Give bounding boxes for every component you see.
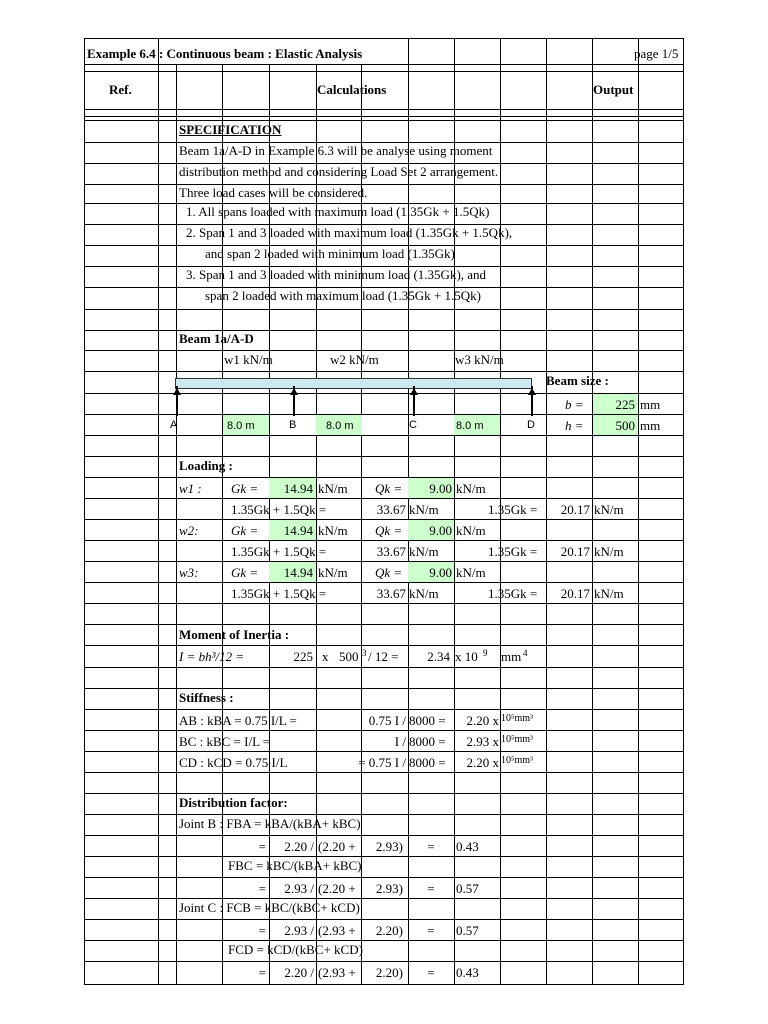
- min-load-unit: kN/m: [594, 586, 624, 601]
- load-case-2-cont: and span 2 loaded with minimum load (1.35Gk): [205, 246, 455, 261]
- denominator-b: 2.93): [375, 881, 403, 896]
- grid-row-line: [84, 498, 684, 499]
- joint-c-fcb: Joint C : FCB = kBC/(kBC+ kCD): [179, 900, 360, 915]
- grid-row-line: [84, 772, 684, 773]
- inertia-formula: I = bh³/12 =: [179, 649, 245, 664]
- load-name: w2:: [179, 523, 199, 538]
- grid-row-line: [84, 877, 684, 878]
- combination-value: 33.67: [376, 502, 406, 517]
- spec-line: Beam 1a/A-D in Example 6.3 will be analyse using moment: [179, 143, 493, 158]
- eq-sign: =: [258, 881, 266, 896]
- span-2: 8.0 m: [326, 420, 354, 432]
- qk-unit: kN/m: [456, 523, 486, 538]
- numerator: 2.20 /: [284, 839, 314, 854]
- qk-value: 9.00: [429, 565, 452, 580]
- combination-label: 1.35Gk + 1.5Qk =: [231, 544, 327, 559]
- stiffness-coef: I /: [394, 734, 406, 749]
- b-unit: mm: [640, 397, 661, 412]
- min-load-value: 20.17: [560, 586, 590, 601]
- h-label: h =: [565, 418, 584, 433]
- grid-row-line: [84, 371, 684, 372]
- eq-sign: =: [427, 965, 435, 980]
- stiffness-coef: 0.75 I /: [368, 713, 406, 728]
- inertia-b: 225: [293, 649, 313, 664]
- gk-unit: kN/m: [318, 523, 348, 538]
- w3-label: w3 kN/m: [455, 352, 504, 367]
- inertia-div: / 12 =: [368, 649, 399, 664]
- stiffness-member: CD : kCD = 0.75 I/L: [179, 755, 288, 770]
- spec-line: distribution method and considering Load Set 2 arrangement.: [179, 164, 499, 179]
- inertia-pow: 3: [362, 648, 367, 658]
- grid-row-line: [84, 793, 684, 794]
- stiffness-value: 2.93 x: [466, 734, 499, 749]
- grid-row-line: [84, 856, 684, 857]
- joint-b-fbc: FBC = kBC/(kBA+ kBC): [228, 858, 362, 873]
- gk-unit: kN/m: [318, 565, 348, 580]
- denominator-b: 2.20): [375, 965, 403, 980]
- combination-unit: kN/m: [409, 586, 439, 601]
- spec-line: Three load cases will be considered.: [179, 185, 368, 200]
- min-load-unit: kN/m: [594, 502, 624, 517]
- grid-row-line: [84, 330, 684, 331]
- gk-label: Gk =: [231, 481, 259, 496]
- gk-value: 14.94: [283, 565, 313, 580]
- numerator: 2.20 /: [284, 965, 314, 980]
- inertia-h: 500: [339, 649, 359, 664]
- grid-row-line: [84, 624, 684, 625]
- grid-row-line: [84, 519, 684, 520]
- load-case-3: 3. Span 1 and 3 loaded with minimum load (1.35Gk), and: [186, 267, 487, 282]
- combination-unit: kN/m: [409, 544, 439, 559]
- grid-row-line: [84, 582, 684, 583]
- calculations-header: Calculations: [317, 82, 387, 97]
- denominator-b: 2.93): [375, 839, 403, 854]
- border-left: [84, 38, 85, 984]
- grid-row-line: [84, 688, 684, 689]
- grid-column-line: [158, 38, 159, 984]
- denominator-a: (2.93 +: [318, 923, 356, 938]
- min-load-value: 20.17: [560, 544, 590, 559]
- grid-column-line: [638, 38, 639, 984]
- stiffness-value: 2.20 x: [466, 755, 499, 770]
- grid-row-line: [84, 709, 684, 710]
- inertia-x10: x 10: [455, 649, 478, 664]
- grid-row-line: [84, 730, 684, 731]
- border-right: [683, 38, 684, 985]
- numerator: 2.93 /: [284, 923, 314, 938]
- distribution-factor: 0.57: [456, 881, 479, 896]
- stiffness-length: 8000 =: [409, 734, 446, 749]
- qk-unit: kN/m: [456, 481, 486, 496]
- load-name: w1 :: [179, 481, 202, 496]
- denominator-b: 2.20): [375, 923, 403, 938]
- load-case-1: 1. All spans loaded with maximum load (1.35Gk + 1.5Qk): [186, 204, 490, 219]
- w1-label: w1 kN/m: [224, 352, 273, 367]
- grid-row-line: [84, 561, 684, 562]
- min-load-label: 1.35Gk =: [488, 544, 538, 559]
- ref-header: Ref.: [109, 82, 132, 97]
- grid-row-line: [84, 116, 684, 117]
- page-number: page 1/5: [634, 46, 679, 61]
- b-label: b =: [565, 397, 584, 412]
- gk-label: Gk =: [231, 523, 259, 538]
- support-arrow-icon: [173, 388, 181, 395]
- eq-sign: =: [427, 923, 435, 938]
- support-b: B: [289, 419, 297, 431]
- grid-row-line: [84, 456, 684, 457]
- grid-row-line: [84, 984, 684, 985]
- combination-value: 33.67: [376, 544, 406, 559]
- support-a: A: [170, 419, 178, 431]
- grid-row-line: [84, 540, 684, 541]
- denominator-a: (2.20 +: [318, 881, 356, 896]
- support-arrow-icon: [410, 388, 418, 395]
- grid-row-line: [84, 184, 684, 185]
- denominator-a: (2.20 +: [318, 839, 356, 854]
- qk-value: 9.00: [429, 523, 452, 538]
- qk-label: Qk =: [375, 481, 403, 496]
- stiffness-heading: Stiffness :: [179, 690, 234, 705]
- grid-row-line: [84, 71, 684, 72]
- output-header: Output: [593, 82, 634, 97]
- inertia-x: x: [322, 649, 329, 664]
- beam-drawing: [175, 378, 532, 389]
- support-arrow-icon: [290, 388, 298, 395]
- stiffness-member: AB : kBA = 0.75 I/L =: [179, 713, 297, 728]
- grid-row-line: [84, 667, 684, 668]
- spec-heading: SPECIFICATION: [179, 122, 282, 137]
- load-name: w3:: [179, 565, 199, 580]
- stiffness-unit: 10⁵mm³: [501, 755, 534, 766]
- gk-value: 14.94: [283, 481, 313, 496]
- joint-b-fba: Joint B : FBA = kBA/(kBA+ kBC): [179, 816, 361, 831]
- gk-value: 14.94: [283, 523, 313, 538]
- eq-sign: =: [427, 881, 435, 896]
- qk-label: Qk =: [375, 565, 403, 580]
- beam-heading: Beam 1a/A-D: [179, 331, 254, 346]
- grid-row-line: [84, 109, 684, 110]
- combination-value: 33.67: [376, 586, 406, 601]
- distribution-factor: 0.43: [456, 965, 479, 980]
- grid-row-line: [84, 898, 684, 899]
- stiffness-length: 8000 =: [409, 755, 446, 770]
- qk-label: Qk =: [375, 523, 403, 538]
- distribution-heading: Distribution factor:: [179, 795, 288, 810]
- min-load-value: 20.17: [560, 502, 590, 517]
- grid-row-line: [84, 120, 684, 121]
- grid-column-line: [592, 38, 593, 984]
- h-unit: mm: [640, 418, 661, 433]
- distribution-factor: 0.43: [456, 839, 479, 854]
- min-load-label: 1.35Gk =: [488, 586, 538, 601]
- grid-column-line: [316, 64, 317, 984]
- grid-row-line: [84, 477, 684, 478]
- grid-row-line: [84, 814, 684, 815]
- inertia-unit-exp: 4: [523, 648, 528, 658]
- span-1: 8.0 m: [227, 420, 255, 432]
- h-value: 500: [615, 418, 635, 433]
- grid-row-line: [84, 940, 684, 941]
- b-value: 225: [615, 397, 635, 412]
- grid-row-line: [84, 835, 684, 836]
- support-arrow-icon: [528, 388, 536, 395]
- loading-heading: Loading :: [179, 458, 233, 473]
- inertia-unit: mm: [501, 649, 522, 664]
- eq-sign: =: [258, 923, 266, 938]
- eq-sign: =: [258, 965, 266, 980]
- denominator-a: (2.93 +: [318, 965, 356, 980]
- stiffness-member: BC : kBC = I/L =: [179, 734, 271, 749]
- span-3: 8.0 m: [456, 420, 484, 432]
- grid-column-line: [176, 64, 177, 984]
- distribution-factor: 0.57: [456, 923, 479, 938]
- eq-sign: =: [258, 839, 266, 854]
- sheet-title: Example 6.4 : Continuous beam : Elastic Analysis: [87, 46, 363, 61]
- grid-row-line: [84, 350, 684, 351]
- grid-row-line: [84, 603, 684, 604]
- min-load-label: 1.35Gk =: [488, 502, 538, 517]
- joint-c-fcd: FCD = kCD/(kBC+ kCD): [228, 942, 363, 957]
- grid-row-line: [84, 919, 684, 920]
- stiffness-value: 2.20 x: [466, 713, 499, 728]
- beam-size-label: Beam size :: [546, 373, 609, 388]
- w2-label: w2 kN/m: [330, 352, 379, 367]
- combination-unit: kN/m: [409, 502, 439, 517]
- load-case-2: 2. Span 1 and 3 loaded with maximum load (1.35Gk + 1.5Qk),: [186, 225, 513, 240]
- grid-row-line: [84, 309, 684, 310]
- stiffness-unit: 10⁵mm³: [501, 713, 534, 724]
- grid-row-line: [84, 435, 684, 436]
- gk-unit: kN/m: [318, 481, 348, 496]
- inertia-result: 2.34: [427, 649, 450, 664]
- combination-label: 1.35Gk + 1.5Qk =: [231, 502, 327, 517]
- grid-row-line: [84, 645, 684, 646]
- numerator: 2.93 /: [284, 881, 314, 896]
- stiffness-unit: 10⁵mm³: [501, 734, 534, 745]
- eq-sign: =: [427, 839, 435, 854]
- qk-unit: kN/m: [456, 565, 486, 580]
- gk-label: Gk =: [231, 565, 259, 580]
- stiffness-length: 8000 =: [409, 713, 446, 728]
- grid-row-line: [84, 751, 684, 752]
- support-c: C: [409, 419, 417, 431]
- qk-value: 9.00: [429, 481, 452, 496]
- min-load-unit: kN/m: [594, 544, 624, 559]
- support-d: D: [527, 419, 535, 431]
- inertia-exp: 9: [483, 648, 488, 658]
- inertia-heading: Moment of Inertia :: [179, 627, 290, 642]
- grid-row-line: [84, 961, 684, 962]
- stiffness-coef: = 0.75 I /: [358, 755, 406, 770]
- grid-row-line: [84, 38, 684, 39]
- load-case-3-cont: span 2 loaded with maximum load (1.35Gk + 1.5Qk): [205, 288, 481, 303]
- combination-label: 1.35Gk + 1.5Qk =: [231, 586, 327, 601]
- grid-row-line: [84, 64, 684, 65]
